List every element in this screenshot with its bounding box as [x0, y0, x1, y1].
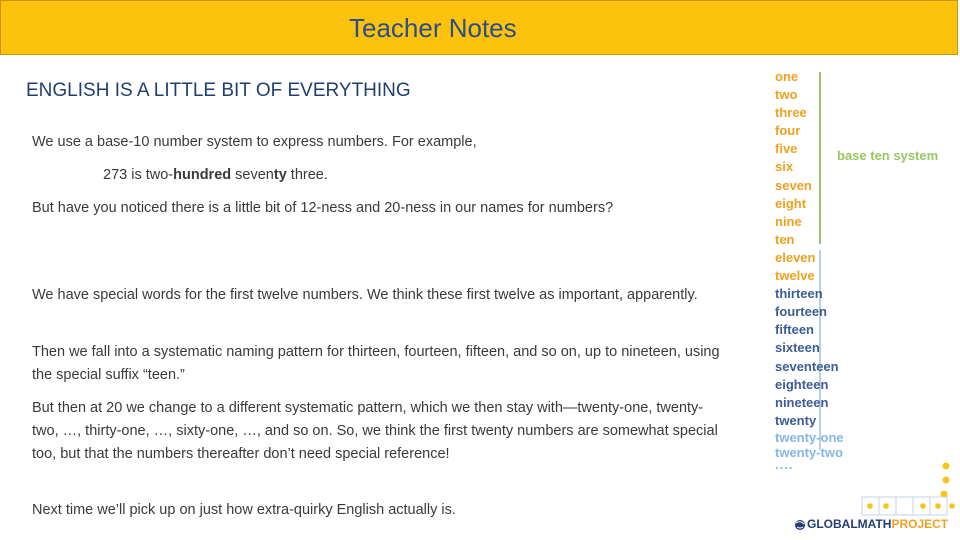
number-word: six	[775, 159, 794, 175]
number-word: twelve	[775, 268, 815, 284]
paragraph-question: But have you noticed there is a little bit of 12-ness and 20-ness in our names for numbers?	[32, 200, 614, 216]
number-word: nineteen	[775, 394, 829, 410]
number-word: ten	[775, 231, 795, 247]
logo-yellow-dots	[867, 463, 955, 509]
number-word: fifteen	[775, 322, 814, 338]
number-word: eight	[775, 195, 807, 211]
number-word: seven	[775, 177, 812, 193]
number-word: nine	[775, 213, 802, 229]
header-bar	[0, 0, 958, 55]
paragraph-example: 273 is two-hundred seventy three.	[103, 167, 328, 183]
base-ten-label: base ten system	[837, 148, 939, 163]
number-word-ellipsis: ....	[775, 456, 794, 472]
paragraph-first-twelve: We have special words for the first twelve numbers. We think these first twelve as important, apparently.	[32, 287, 698, 303]
paragraph-next-time: Next time we’ll pick up on just how extra-quirky English actually is.	[32, 502, 456, 518]
number-word: two	[775, 87, 798, 103]
number-word: seventeen	[775, 358, 839, 374]
paragraph-base-ten: We use a base-10 number system to express numbers. For example,	[32, 134, 477, 150]
global-math-project-logo: GLOBALMATHPROJECT	[807, 517, 949, 531]
number-word: five	[775, 141, 798, 157]
section-heading: ENGLISH IS A LITTLE BIT OF EVERYTHING	[26, 80, 411, 101]
number-word: fourteen	[775, 304, 827, 320]
logo-grid-boxes	[862, 497, 947, 515]
number-word: four	[775, 123, 801, 139]
number-word: one	[775, 69, 799, 84]
number-word: twenty	[775, 412, 817, 428]
paragraph-twenty: But then at 20 we change to a different systematic pattern, which we then stay with—twenty-one, twenty-two, …, thirty-one, …, sixty-one, …, and so on. So, we think the first twenty numbers are somewhat special too, but that the numbers thereafter don’t need special reference!	[32, 400, 718, 462]
number-word: twenty-one	[775, 429, 844, 445]
paragraph-teens: Then we fall into a systematic naming pattern for thirteen, fourteen, fifteen, and so on, up to nineteen, using the special suffix “teen.”	[32, 344, 720, 383]
page-title: Teacher Notes	[349, 13, 517, 43]
number-word: eighteen	[775, 376, 829, 392]
number-word: three	[775, 105, 807, 121]
number-word: twenty-two	[775, 444, 843, 460]
number-word-list	[775, 68, 844, 470]
number-word: thirteen	[775, 286, 823, 302]
number-word: eleven	[775, 249, 816, 265]
number-word: sixteen	[775, 340, 820, 356]
